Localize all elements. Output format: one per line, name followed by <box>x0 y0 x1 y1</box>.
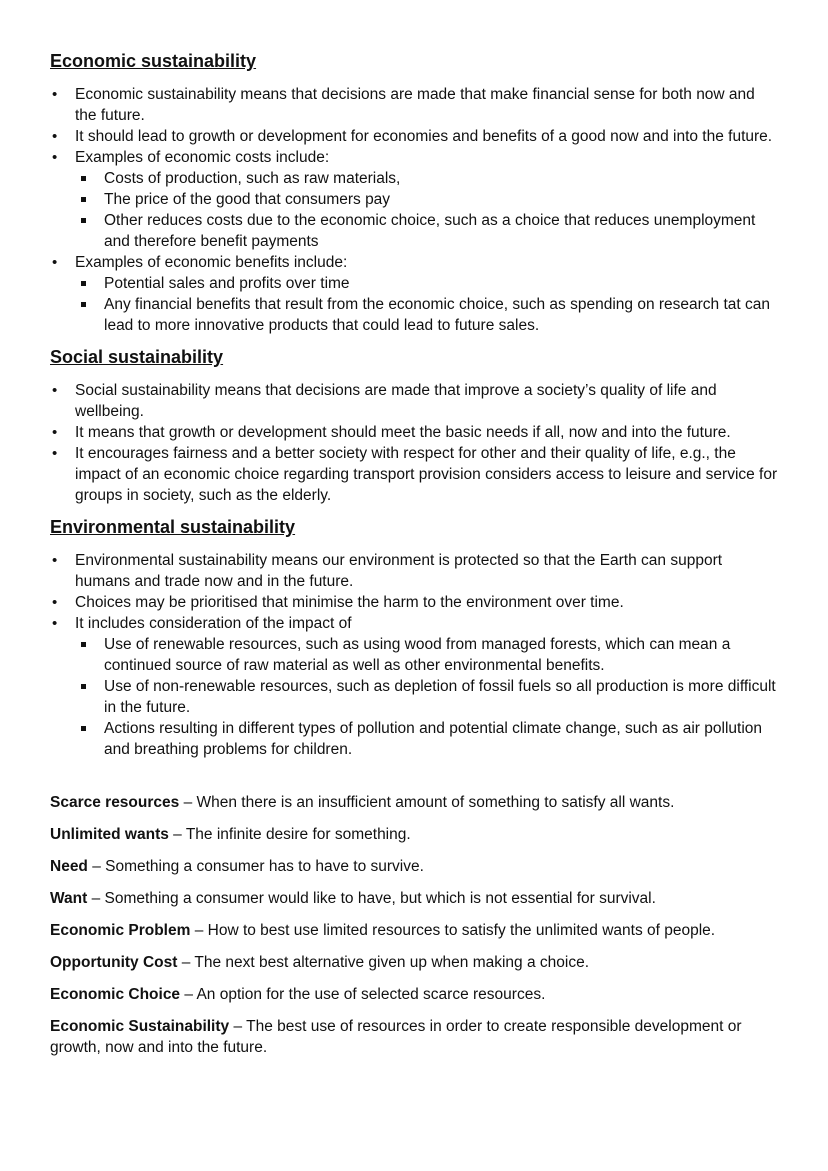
sub-bullet-item: Other reduces costs due to the economic choice, such as a choice that reduces unemployment and therefore benefit payments <box>75 210 778 252</box>
definition-term: Need <box>50 858 88 875</box>
definition <box>50 984 778 1005</box>
section-title: Social sustainability <box>50 347 224 367</box>
definition-text: – The infinite desire for something. <box>168 826 411 843</box>
definition <box>50 920 778 941</box>
bullet-list <box>50 380 778 506</box>
bullet-item: • Economic sustainability means that decisions are made that make financial sense for both now and the future. <box>52 86 755 124</box>
sub-bullet-item: Potential sales and profits over time <box>75 273 778 294</box>
definition-term: Want <box>50 890 88 907</box>
bullet-dot-icon: • <box>52 424 58 441</box>
sub-bullet-item: The price of the good that consumers pay <box>75 189 778 210</box>
bullet-item: • It should lead to growth or development for economies and benefits of a good now and into the future. <box>52 128 773 145</box>
definition <box>50 1016 778 1058</box>
bullet-dot-icon: • <box>52 445 58 462</box>
square-bullet-icon <box>81 197 86 202</box>
sub-bullet-item: Use of non-renewable resources, such as depletion of fossil fuels so all production is more difficult in the future. <box>75 676 778 718</box>
sub-bullet-item: Any financial benefits that result from the economic choice, such as spending on research tat can lead to more innovative products that could lead to future sales. <box>75 294 778 336</box>
bullet-dot-icon: • <box>52 86 58 103</box>
square-bullet-icon <box>81 176 86 181</box>
sub-bullet-item: Use of renewable resources, such as using wood from managed forests, which can mean a continued source of raw material as well as other environmental benefits. <box>75 634 778 676</box>
section-economic <box>50 48 778 336</box>
definitions-list <box>50 792 778 1058</box>
definition <box>50 824 778 845</box>
section-social <box>50 344 778 506</box>
definition <box>50 792 778 813</box>
bullet-dot-icon: • <box>52 594 58 611</box>
bullet-dot-icon: • <box>52 254 58 271</box>
definition-term: Opportunity Cost <box>50 954 178 971</box>
square-bullet-icon <box>81 218 86 223</box>
definition-text: – Something a consumer would like to have, but which is not essential for survival. <box>87 890 656 907</box>
section-title: Environmental sustainability <box>50 517 296 537</box>
square-bullet-icon <box>81 684 86 689</box>
bullet-dot-icon: • <box>52 615 58 632</box>
bullet-item: • Social sustainability means that decisions are made that improve a society’s quality of life and wellbeing. <box>52 382 717 420</box>
section-environmental <box>50 514 778 760</box>
sub-bullet-item: Costs of production, such as raw materials, <box>75 168 778 189</box>
definition-term: Economic Problem <box>50 922 191 939</box>
bullet-item: • Examples of economic costs include: Costs of production, such as raw materials, The price of the good that consumers pay Other reduces costs due to the economic choice, such as a choice that reduces unemployment and therefore benefit payments <box>50 147 778 252</box>
bullet-item: • It means that growth or development should meet the basic needs if all, now and into the future. <box>52 424 731 441</box>
bullet-item: • Examples of economic benefits include: Potential sales and profits over time Any financial benefits that result from the economic choice, such as spending on research tat can lead to more innovative products that could lead to future sales. <box>50 252 778 336</box>
square-bullet-icon <box>81 281 86 286</box>
definition <box>50 888 778 909</box>
definition-text: – How to best use limited resources to satisfy the unlimited wants of people. <box>190 922 716 939</box>
bullet-item: • It includes consideration of the impact of Use of renewable resources, such as using wood from managed forests, which can mean a continued source of raw material as well as other environmental benefits. Use of non-renewable resources, such as depletion of fossil fuels so all production is more difficult in the future. Actions resulting in different types of pollution and potential climate change, such as air pollution and breathing problems for children. <box>50 613 778 760</box>
definition-text: – Something a consumer has to have to survive. <box>87 858 424 875</box>
bullet-dot-icon: • <box>52 382 58 399</box>
definition-term: Scarce resources <box>50 794 180 811</box>
section-title: Economic sustainability <box>50 51 257 71</box>
bullet-item: • It encourages fairness and a better society with respect for other and their quality of life, e.g., the impact of an economic choice regarding transport provision considers access to leisure and service for groups in society, such as the elderly. <box>52 445 778 504</box>
definition-text: – When there is an insufficient amount of something to satisfy all wants. <box>179 794 675 811</box>
sub-bullet-list <box>75 168 778 252</box>
definition <box>50 952 778 973</box>
bullet-dot-icon: • <box>52 149 58 166</box>
definition-text: – An option for the use of selected scarce resources. <box>180 986 546 1003</box>
bullet-item: • Choices may be prioritised that minimise the harm to the environment over time. <box>52 594 624 611</box>
definition-text: – The next best alternative given up when making a choice. <box>177 954 590 971</box>
definition-term: Economic Choice <box>50 986 181 1003</box>
square-bullet-icon <box>81 642 86 647</box>
bullet-dot-icon: • <box>52 128 58 145</box>
sub-bullet-item: Actions resulting in different types of pollution and potential climate change, such as air pollution and breathing problems for children. <box>75 718 778 760</box>
definition <box>50 856 778 877</box>
definition-term: Economic Sustainability <box>50 1018 230 1035</box>
bullet-list <box>50 84 778 336</box>
bullet-list <box>50 550 778 760</box>
definition-text: – The best use of resources in order to create responsible development or growth, now and into the future. <box>50 1018 742 1056</box>
bullet-item: • Environmental sustainability means our environment is protected so that the Earth can support humans and trade now and in the future. <box>52 552 723 590</box>
square-bullet-icon <box>81 726 86 731</box>
bullet-dot-icon: • <box>52 552 58 569</box>
sub-bullet-list <box>75 634 778 760</box>
sub-bullet-list <box>75 273 778 336</box>
definition-term: Unlimited wants <box>50 826 169 843</box>
square-bullet-icon <box>81 302 86 307</box>
